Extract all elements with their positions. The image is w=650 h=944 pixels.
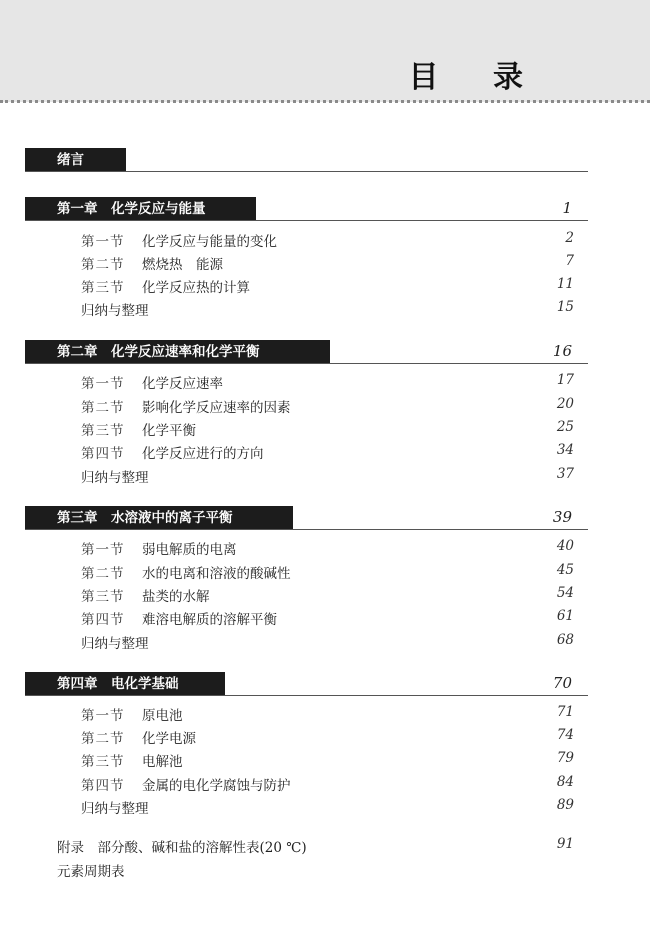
section-number: 第三节 [81,280,125,296]
section-number: 第二节 [81,257,125,273]
appendix-page-number: 91 [556,836,574,852]
section-title: 难溶电解质的溶解平衡 [142,612,277,628]
section-title: 化学电源 [142,731,196,747]
section-page-number: 7 [565,253,574,269]
section-page-number: 17 [556,372,574,388]
section-title: 化学反应进行的方向 [142,446,264,462]
section-page-number: 61 [556,608,574,624]
chapter-title: 第四章 电化学基础 [25,672,225,696]
section-page-number: 84 [556,774,574,790]
chapter-title: 第二章 化学反应速率和化学平衡 [25,340,330,364]
chapter-page-number: 39 [552,508,572,526]
chapter-rule [25,695,588,696]
chapter-rule [25,363,588,364]
toc-chapter-4[interactable] [25,672,588,696]
section-number: 第二节 [81,731,125,747]
summary-title: 归纳与整理 [81,470,149,486]
section-number: 第一节 [81,234,125,250]
toc-section[interactable] [0,276,590,298]
toc-appendix[interactable] [0,836,590,858]
toc-section[interactable] [0,230,590,252]
toc-periodic-table[interactable] [0,860,590,882]
section-title: 燃烧热 能源 [142,257,223,273]
section-page-number: 74 [556,727,574,743]
section-title: 化学反应热的计算 [142,280,250,296]
section-number: 第一节 [81,708,125,724]
toc-summary[interactable] [0,797,590,819]
chapter-page-number: 70 [552,674,572,692]
toc-section[interactable] [0,372,590,394]
section-page-number: 45 [556,562,574,578]
section-title: 化学反应速率 [142,376,223,392]
summary-title: 归纳与整理 [81,303,149,319]
section-title: 盐类的水解 [142,589,210,605]
toc-section[interactable] [0,750,590,772]
section-number: 第三节 [81,754,125,770]
summary-title: 归纳与整理 [81,801,149,817]
section-page-number: 15 [556,299,574,315]
section-title: 化学反应与能量的变化 [142,234,277,250]
section-number: 第四节 [81,778,125,794]
section-page-number: 54 [556,585,574,601]
toc-section[interactable] [0,396,590,418]
section-title: 影响化学反应速率的因素 [142,400,291,416]
chapter-rule [25,529,588,530]
toc-section[interactable] [0,442,590,464]
toc-intro[interactable] [25,148,588,172]
section-number: 第四节 [81,612,125,628]
chapter-rule [25,171,588,172]
chapter-rule [25,220,588,221]
toc-section[interactable] [0,727,590,749]
section-page-number: 20 [556,396,574,412]
section-title: 原电池 [142,708,183,724]
toc-summary[interactable] [0,466,590,488]
toc-summary[interactable] [0,632,590,654]
toc-section[interactable] [0,562,590,584]
toc-section[interactable] [0,704,590,726]
toc-chapter-1[interactable] [25,197,588,221]
section-number: 第一节 [81,376,125,392]
section-title: 弱电解质的电离 [142,542,237,558]
section-number: 第二节 [81,566,125,582]
chapter-title: 第一章 化学反应与能量 [25,197,256,221]
section-page-number: 89 [556,797,574,813]
section-number: 第三节 [81,423,125,439]
summary-title: 归纳与整理 [81,636,149,652]
chapter-page-number: 1 [562,199,572,217]
section-page-number: 37 [556,466,574,482]
section-title: 水的电离和溶液的酸碱性 [142,566,291,582]
section-page-number: 71 [556,704,574,720]
section-number: 第二节 [81,400,125,416]
section-page-number: 2 [565,230,574,246]
section-page-number: 34 [556,442,574,458]
section-page-number: 40 [556,538,574,554]
section-title: 金属的电化学腐蚀与防护 [142,778,291,794]
toc-chapter-3[interactable] [25,506,588,530]
section-number: 第四节 [81,446,125,462]
section-number: 第三节 [81,589,125,605]
section-page-number: 11 [556,276,574,292]
section-page-number: 68 [556,632,574,648]
toc-section[interactable] [0,774,590,796]
appendix-title: 附录 部分酸、碱和盐的溶解性表(20 ℃) [57,840,307,856]
page-title: 目 录 [408,60,545,95]
appendix-title: 元素周期表 [57,864,125,880]
toc-section[interactable] [0,538,590,560]
chapter-title: 第三章 水溶液中的离子平衡 [25,506,293,530]
section-title: 化学平衡 [142,423,196,439]
section-page-number: 25 [556,419,574,435]
chapter-page-number: 16 [552,342,572,360]
toc-section[interactable] [0,253,590,275]
toc-section[interactable] [0,419,590,441]
intro-label: 绪言 [25,148,126,172]
section-number: 第一节 [81,542,125,558]
toc-chapter-2[interactable] [25,340,588,364]
section-page-number: 79 [556,750,574,766]
toc-summary[interactable] [0,299,590,321]
section-title: 电解池 [142,754,183,770]
toc-section[interactable] [0,608,590,630]
toc-section[interactable] [0,585,590,607]
